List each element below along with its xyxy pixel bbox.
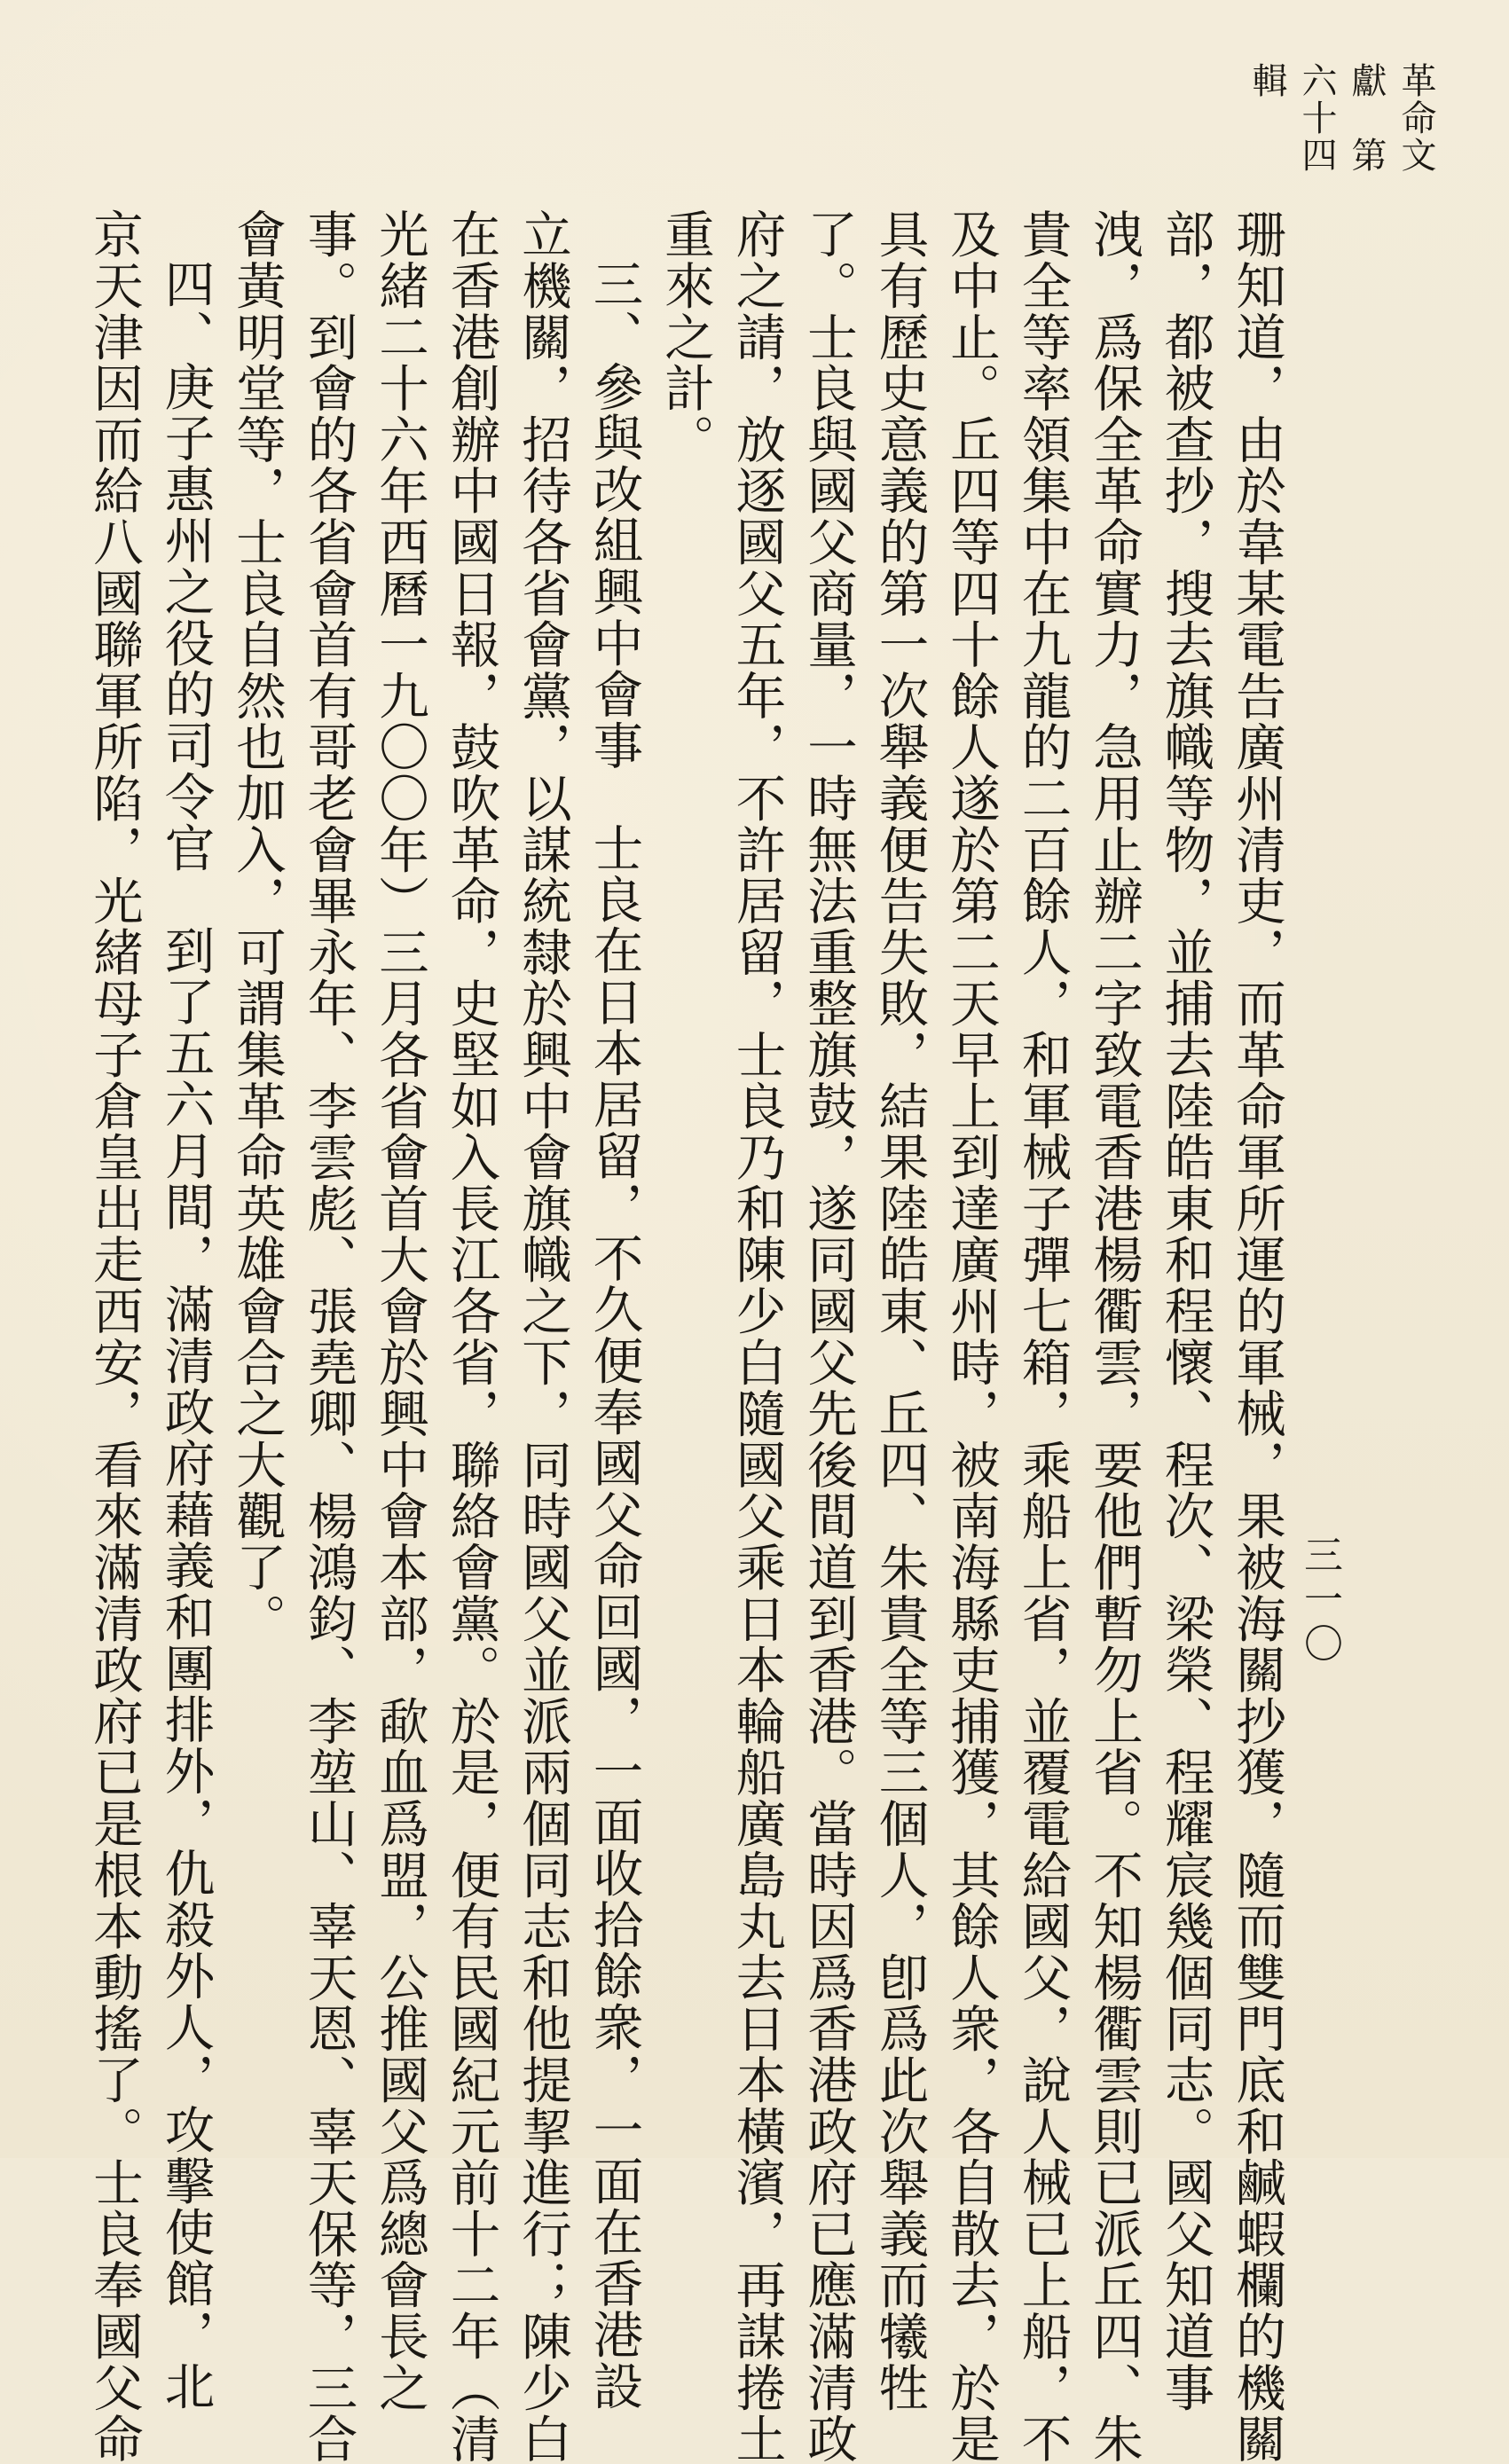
text-line: 洩，爲保全革命實力，急用止辦二字致電香港楊衢雲，要他們暫勿上省。不知楊衢雲則已派丘四、朱 <box>1085 208 1143 2464</box>
page-number: 三一〇 <box>1297 1534 1342 1668</box>
page-header <box>0 53 1509 177</box>
text-line: 貴全等率領集中在九龍的二百餘人，和軍械子彈七箱，乘船上省，並覆電給國父，說人械已上船，不 <box>1013 208 1072 2464</box>
text-line: 事。到會的各省會首有哥老會畢永年、李雲彪、張堯卿、楊鴻鈞、李堃山、辜天恩、辜天保等，三合 <box>299 208 358 2464</box>
body-text <box>78 208 1293 2464</box>
text-line: 珊知道，由於韋某電告廣州清吏，而革命軍所運的軍械，果被海關抄獲，隨而雙門底和鹹蝦欄的機關 <box>1228 208 1285 2464</box>
running-title: 革命文獻 第六十四輯 <box>1246 62 1436 174</box>
section-heading-line: 四、庚子惠州之役的司令官 到了五六月間，滿清政府藉義和團排外，仇殺外人，攻擊使館，北 <box>156 258 215 2412</box>
text-line: 了。士良與國父商量，一時無法重整旗鼓，遂同國父先後間道到香港。當時因爲香港政府已應滿清政 <box>799 208 857 2464</box>
text-line: 具有歷史意義的第一次舉義便告失敗，結果陸皓東、丘四、朱貴全等三個人，卽爲此次舉義而犧牲 <box>870 208 929 2413</box>
text-line: 及中止。丘四等四十餘人遂於第二天早上到達廣州時，被南海縣吏捕獲，其餘人衆，各自散去，於是 <box>942 208 1000 2464</box>
section-heading-line: 三、參與改組興中會事 士良在日本居留，不久便奉國父命回國，一面收拾餘衆，一面在香港設 <box>585 258 643 2412</box>
text-line: 會黃明堂等，士良自然也加入，可謂集革命英雄會合之大觀了。 <box>228 208 286 1644</box>
text-line: 在香港創辦中國日報，鼓吹革命，史堅如入長江各省，聯絡會黨。於是，便有民國紀元前十二年（清 <box>442 208 500 2464</box>
text-line: 立機關，招待各省會黨，以謀統隸於興中會旗幟之下，同時國父並派兩個同志和他提挈進行；陳少白 <box>514 208 571 2464</box>
text-line: 重來之計。 <box>656 208 714 465</box>
text-line: 光緒二十六年西曆一九〇〇年）三月各省會首大會於興中會本部，歃血爲盟，公推國父爲總會長之 <box>371 208 428 2413</box>
text-line: 府之請，放逐國父五年，不許居留，士良乃和陳少白隨國父乘日本輪船廣島丸去日本橫濱，再謀捲土 <box>727 208 786 2464</box>
text-line: 京天津因而給八國聯軍所陷，光緒母子倉皇出走西安，看來滿清政府已是根本動搖了。士良奉國父命 <box>85 208 143 2464</box>
text-line: 部，都被查抄，搜去旗幟等物，並捕去陸皓東和程懷、程次、梁榮、程耀宸幾個同志。國父知道事 <box>1156 208 1214 2413</box>
